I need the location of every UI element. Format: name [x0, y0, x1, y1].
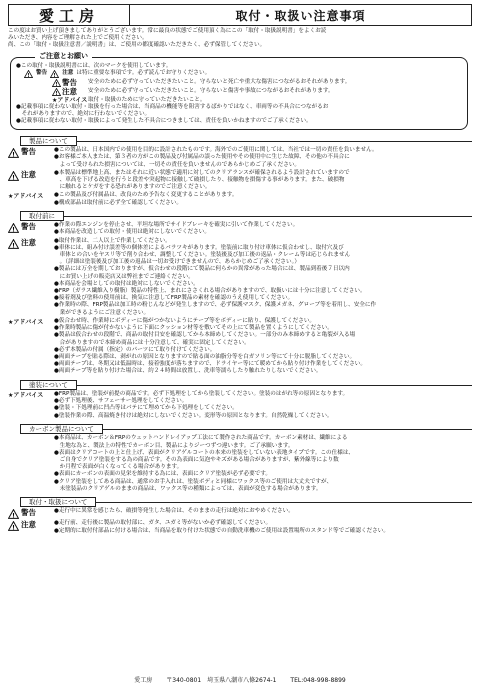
item-line: ●必ず本製品の付属（指定）のパーツにて取り付けてください。: [54, 346, 216, 353]
notice-note: ●記載事項に従わない取付・取扱によって発生した不具合につきましては、責任を負いかねますのでご了承ください。: [16, 118, 312, 125]
item-line: ●本商品を会場としての取付は絶対にしないでください。: [54, 280, 199, 287]
group-body: [54, 170, 472, 192]
item-line: ●定期的に取付付部品に付ける場合は、当商品を取り付けた状態での自動洗車機のご使用は設置場所のスタンド等でご確認ください。: [54, 527, 389, 534]
item-group: [8, 508, 472, 519]
section-rule: [64, 216, 472, 217]
item-group: [8, 238, 472, 317]
item-group: [8, 318, 472, 376]
item-line: ●作業の際エンジンを停止させ、平坦な場所でサイドブレーキを確実に引いて作業してください。: [54, 222, 299, 229]
item-line: にお買い上げの販売店又は弊社までご連絡ください。: [54, 273, 194, 280]
section-rule: [103, 429, 472, 430]
item-line: ●仮合わせ時、作業時にボディーに傷がつかないようにテープ等をボディーに貼り、保護してください。: [54, 317, 316, 324]
svg-text:!: !: [12, 151, 15, 159]
warning-triangle-icon: [52, 79, 61, 87]
warning-triangle-icon: [8, 509, 19, 519]
intro-line: この度はお買い上げ頂きましてありがとうございます。常に最良の状態でご使用頂く為にこの「取付・取扱説明書」をよくお読: [8, 28, 327, 34]
item-line: ●本商品を改造しての取付・使用は絶対にしないでください。: [54, 229, 210, 236]
group-body: [54, 238, 472, 317]
item-group: [8, 435, 472, 493]
legend-head-text: は特に重要な事項です。必ず読んでお守りください。: [76, 70, 211, 77]
item-line: ●走行中に異常を感じたら、破損等発生した場合は、そのままの走行は絶対におやめください。: [54, 508, 294, 515]
caution-triangle-icon: [8, 521, 19, 531]
group-body: [54, 147, 472, 169]
group-label-text: 注意: [21, 169, 36, 179]
footer-address: 〒340-0801 埼玉県八潮市八條2674-1: [166, 677, 277, 684]
svg-text:!: !: [12, 524, 15, 532]
group-label-text: ★アドバイス: [8, 193, 44, 201]
item-line: ●必ず下処理後、サフェーサー処理をしてください。: [54, 398, 188, 405]
section-title: 塗装について: [20, 380, 77, 391]
intro-line: 尚、この「取付・取扱注意書／説明書」は、ご使用の都度確認いただきたく、必ず保管してください。: [8, 42, 266, 49]
item-line: ●塗装作業の際、高温焼き付けは絶対にしないでください。変形等の原因となります。自然乾燥してください。: [54, 412, 333, 419]
warning-triangle-icon: [24, 70, 33, 78]
caution-triangle-icon: [8, 239, 19, 249]
item-line: ●作業時の際、FRP製品は加工時の粉じんなどが発生しますので、必ず保護マスク、保護メガネ、グローブ等を着用し、安全に作: [54, 302, 377, 309]
item-line: ●車体には、組み付け誤差等の個体差によるバラツキがあります。塗装前に取り付け車体に仮合わせし、取付穴及び: [54, 244, 344, 251]
item-line: ●クリア塗装をしてある商品は、通常のお手入れは、塗装ボディと同様にワックス等のご使用は大丈夫ですが、: [54, 478, 333, 485]
group-label: [8, 238, 54, 317]
notice-box: [10, 51, 468, 130]
item-line: 生地な為と、製法上の特性でカーボン目、製品によりジーつずつ違います。ご了承願います。: [54, 442, 294, 449]
item-group: [8, 222, 472, 236]
item-line: ●製品は仮合わせの段階で、商品の取付目安を確認してから本締めしてください。一部分のみ本締めすると亀裂が入る場: [54, 332, 356, 339]
item-line: ●本商品は、カーボン＆FRPのウェットハンドレイアップ工法にて製作された商品です。カーボン素材は、繊維による: [54, 435, 348, 442]
group-label: [8, 435, 54, 493]
group-label-text: 注意: [21, 237, 36, 247]
item-line: ●表面にカーボンの表面の見栄を維持する為には、表面にクリア塗装が必ず必要です。: [54, 471, 271, 478]
item-line: 、車高を下げる改造を行うと段差や突起物に接触して破損したり、接触物を損傷する事があります。また、破損物: [54, 176, 345, 183]
notice-lead: ●この取付・取扱説明書には、次のマークを使用しています。: [16, 62, 172, 69]
sections-container: [8, 133, 472, 535]
legend-head-caution: 注意: [62, 70, 74, 77]
item-line: ●本製品は標準地上高、またはそれに近い状態で適用に対してのクリアランスが確保されるよう設計されていますので: [54, 169, 350, 176]
item-line: ●両面テープは、冬期又は低温時は、接着強度が落ちますので、ドライヤー等にて暖めてから貼り付け作業をしてください。: [54, 361, 366, 368]
group-label: [8, 170, 54, 192]
group-body: [54, 192, 472, 206]
intro-paragraph: [8, 28, 472, 50]
legend-head: [16, 70, 462, 78]
item-line: か月程で表面が白くなってくる場合があります。: [54, 464, 183, 471]
svg-text:!: !: [55, 90, 58, 96]
group-label: [8, 508, 54, 519]
caution-triangle-icon: [8, 171, 19, 181]
footer: [0, 677, 480, 685]
section-title: カーボン製品について: [20, 424, 103, 435]
section-rule: [77, 385, 472, 386]
document-title: 取付・取扱い注意事項: [235, 8, 366, 23]
section-title: 取付・取扱について: [20, 497, 96, 508]
legend-label: ! 警告: [52, 79, 88, 87]
legend-text: 取付・取扱のために守っていただきたいこと。: [88, 96, 206, 103]
group-body: [54, 222, 472, 236]
group-body: [54, 391, 472, 420]
item-line: ●接着剤及び塗料の使用前は、換気に注意してFRP製品の素材を確認のうえ使用してください。: [54, 295, 294, 302]
legend-label: ! 注意: [52, 88, 88, 96]
item-line: に触れるとケガをする恐れがありますのでご注意ください。: [54, 184, 211, 191]
item-line: 合がありますので本締め商品には十分注意して、確実に固定してください。: [54, 339, 250, 346]
legend-row-caution: [16, 88, 462, 96]
intro-line: みいただき、内容をご理解された上でご使用ください。: [8, 35, 148, 42]
section: [8, 133, 472, 207]
item-line: ●取付作業は、二人以上で作業してください。: [54, 237, 171, 244]
svg-text:!: !: [27, 72, 30, 78]
item-group: [8, 170, 472, 192]
item-line: ●両面テープ等を貼り付けた場合は、約２４時間は放置し、洗車等濡らしたり触れたりしないでください。: [54, 368, 322, 375]
item-line: よって受けられた損害については、一切その責任を負いませんのであらかじめご了承ください。: [54, 161, 301, 168]
warning-triangle-icon: [8, 148, 19, 158]
item-line: ●この製品は、日本国内での使用を目的に設計されたものです。海外でのご使用に関しては、当社では一切の責任を負いません。: [54, 147, 378, 154]
group-label: [8, 192, 54, 206]
svg-text:!: !: [12, 174, 15, 181]
item-line: ●表面はクリアコートの上と仕上げ、表面がクリアゲルコートの本来の塗装をしていない表地タイプです。この仕様は、: [54, 449, 355, 456]
item-line: 車体との合いをヤスリ等で削り合わせ、調整してください。塗装後及び加工後の返品・クレーム等は応じられません: [54, 252, 351, 259]
header-bar: [8, 4, 472, 26]
item-line: ●塗装・下処理前に凹凸等はパテにて埋めてから下処理をしてください。: [54, 405, 238, 412]
section-header: [8, 208, 472, 222]
legend-head-warning: 警告: [36, 70, 48, 77]
section-rule: [77, 141, 472, 142]
group-label: [8, 391, 54, 420]
item-group: [8, 192, 472, 206]
group-label: [8, 520, 54, 534]
group-label: [8, 222, 54, 236]
notice-note: それがありますので、絶対に行わないでください。: [16, 111, 151, 118]
group-body: [54, 508, 472, 519]
section: [8, 377, 472, 420]
svg-text:!: !: [55, 81, 58, 87]
svg-text:!: !: [12, 226, 15, 234]
section: [8, 421, 472, 493]
group-label-text: 注意: [21, 520, 36, 530]
item-line: ●FRP製品は、塗装が前提の商品です。必ず下処理をしてから塗装してください。塗装のはがれ等の原因となります。: [54, 391, 349, 398]
notice-label: ご注意とお願い: [35, 52, 92, 61]
svg-text:!: !: [53, 72, 56, 78]
section-title: 取付前に: [20, 211, 64, 222]
item-line: ●構成部品は取付前に必ず全て確認してください。: [54, 199, 182, 206]
item-line: ●作業時製品に傷が付かないように下面にクッション材等を敷いてその上にて製品を置くようにしてください。: [54, 325, 333, 332]
item-group: [8, 391, 472, 420]
section-header: [8, 494, 472, 508]
caution-triangle-icon: [52, 88, 61, 96]
section-header: [8, 377, 472, 391]
item-line: ●FRP（ガラス繊維入り樹脂）製品の特性上、まれにささくれる場合がありますので、取扱いには十分に注意してください。: [54, 288, 366, 295]
legend-label: ★アドバイス: [52, 96, 88, 104]
item-line: 未塗装品のクリアゲルのままの商品は、ワックス等の種類によっては、表面が変色する場合があります。: [54, 485, 322, 492]
legend-row-advice: [16, 97, 462, 104]
group-body: [54, 318, 472, 376]
svg-text:!: !: [12, 512, 15, 520]
section: [8, 208, 472, 376]
section-header: [8, 133, 472, 147]
legend-text: 安全のために必ず守っていただきたいこと。守らないと傷害や事故につながるおそれがあります。: [88, 88, 334, 95]
item-line: ●お客様ご本人または、第３者の方がこの製品及び付属品の誤った使用やその使用中に生じた故障、その他の不具合に: [54, 154, 350, 161]
warning-triangle-icon: [8, 223, 19, 233]
group-label-text: 警告: [21, 147, 36, 157]
item-group: [8, 520, 472, 534]
group-label: [8, 318, 54, 376]
group-label-text: ★アドバイス: [8, 392, 44, 400]
section-header: [8, 421, 472, 435]
footer-company: 愛工房: [134, 677, 153, 684]
svg-text:!: !: [12, 242, 15, 249]
group-label-text: ★アドバイス: [8, 318, 44, 326]
legend-text: 安全のために必ず守っていただきたいこと。守らないと死亡や重大な傷害につながるおそれがあります。: [88, 79, 351, 86]
item-line: ●この製品及び付属品は、改良のため予告なく変更することがあります。: [54, 192, 238, 199]
item-group: [8, 147, 472, 169]
footer-tel: TEL:048-998-8899: [290, 677, 346, 684]
group-body: [54, 435, 472, 493]
section-title: 製品について: [20, 136, 77, 147]
item-line: ●両面テープを貼る際は、剥がれの原因となりますので貼る面の油脂分等を白ガソリン等にて十分に脱脂してください。: [54, 353, 356, 360]
caution-triangle-icon: [50, 70, 59, 78]
section: [8, 494, 472, 535]
item-line: ご自身でクリア塗装をする為の商品です。その為表面に気泡やキズがある場合がありますが、紫外線等により数: [54, 456, 339, 463]
group-label-text: 警告: [21, 222, 36, 232]
group-label-text: 警告: [21, 508, 36, 518]
brand-logo: 愛工房: [9, 5, 130, 25]
item-line: ●製品には万全を期しておりますが、仮合わせの段階にて製品に何らかの異常があった場合には、製品到着後７日以内: [54, 266, 350, 273]
notice-note: ●記載事項に従わない取付・取扱を行った場合は、当商品の機能等を阻害するばかりではなく、車両等の不具合につながるお: [16, 104, 329, 111]
item-line: ●走行前、走行後に製品の取付部に、ガタ、ユガミ等がないか必ず確認してください。: [54, 520, 272, 527]
group-body: [54, 520, 472, 534]
item-line: 業ができるようにご注意ください。: [54, 309, 150, 316]
section-rule: [96, 502, 472, 503]
item-line: 。（詳細は塗装後及び加工後の返品は一切お受けできませんので、あらかじめご了承ください。）: [54, 259, 301, 266]
group-label: [8, 147, 54, 169]
legend-row-warning: [16, 79, 462, 87]
